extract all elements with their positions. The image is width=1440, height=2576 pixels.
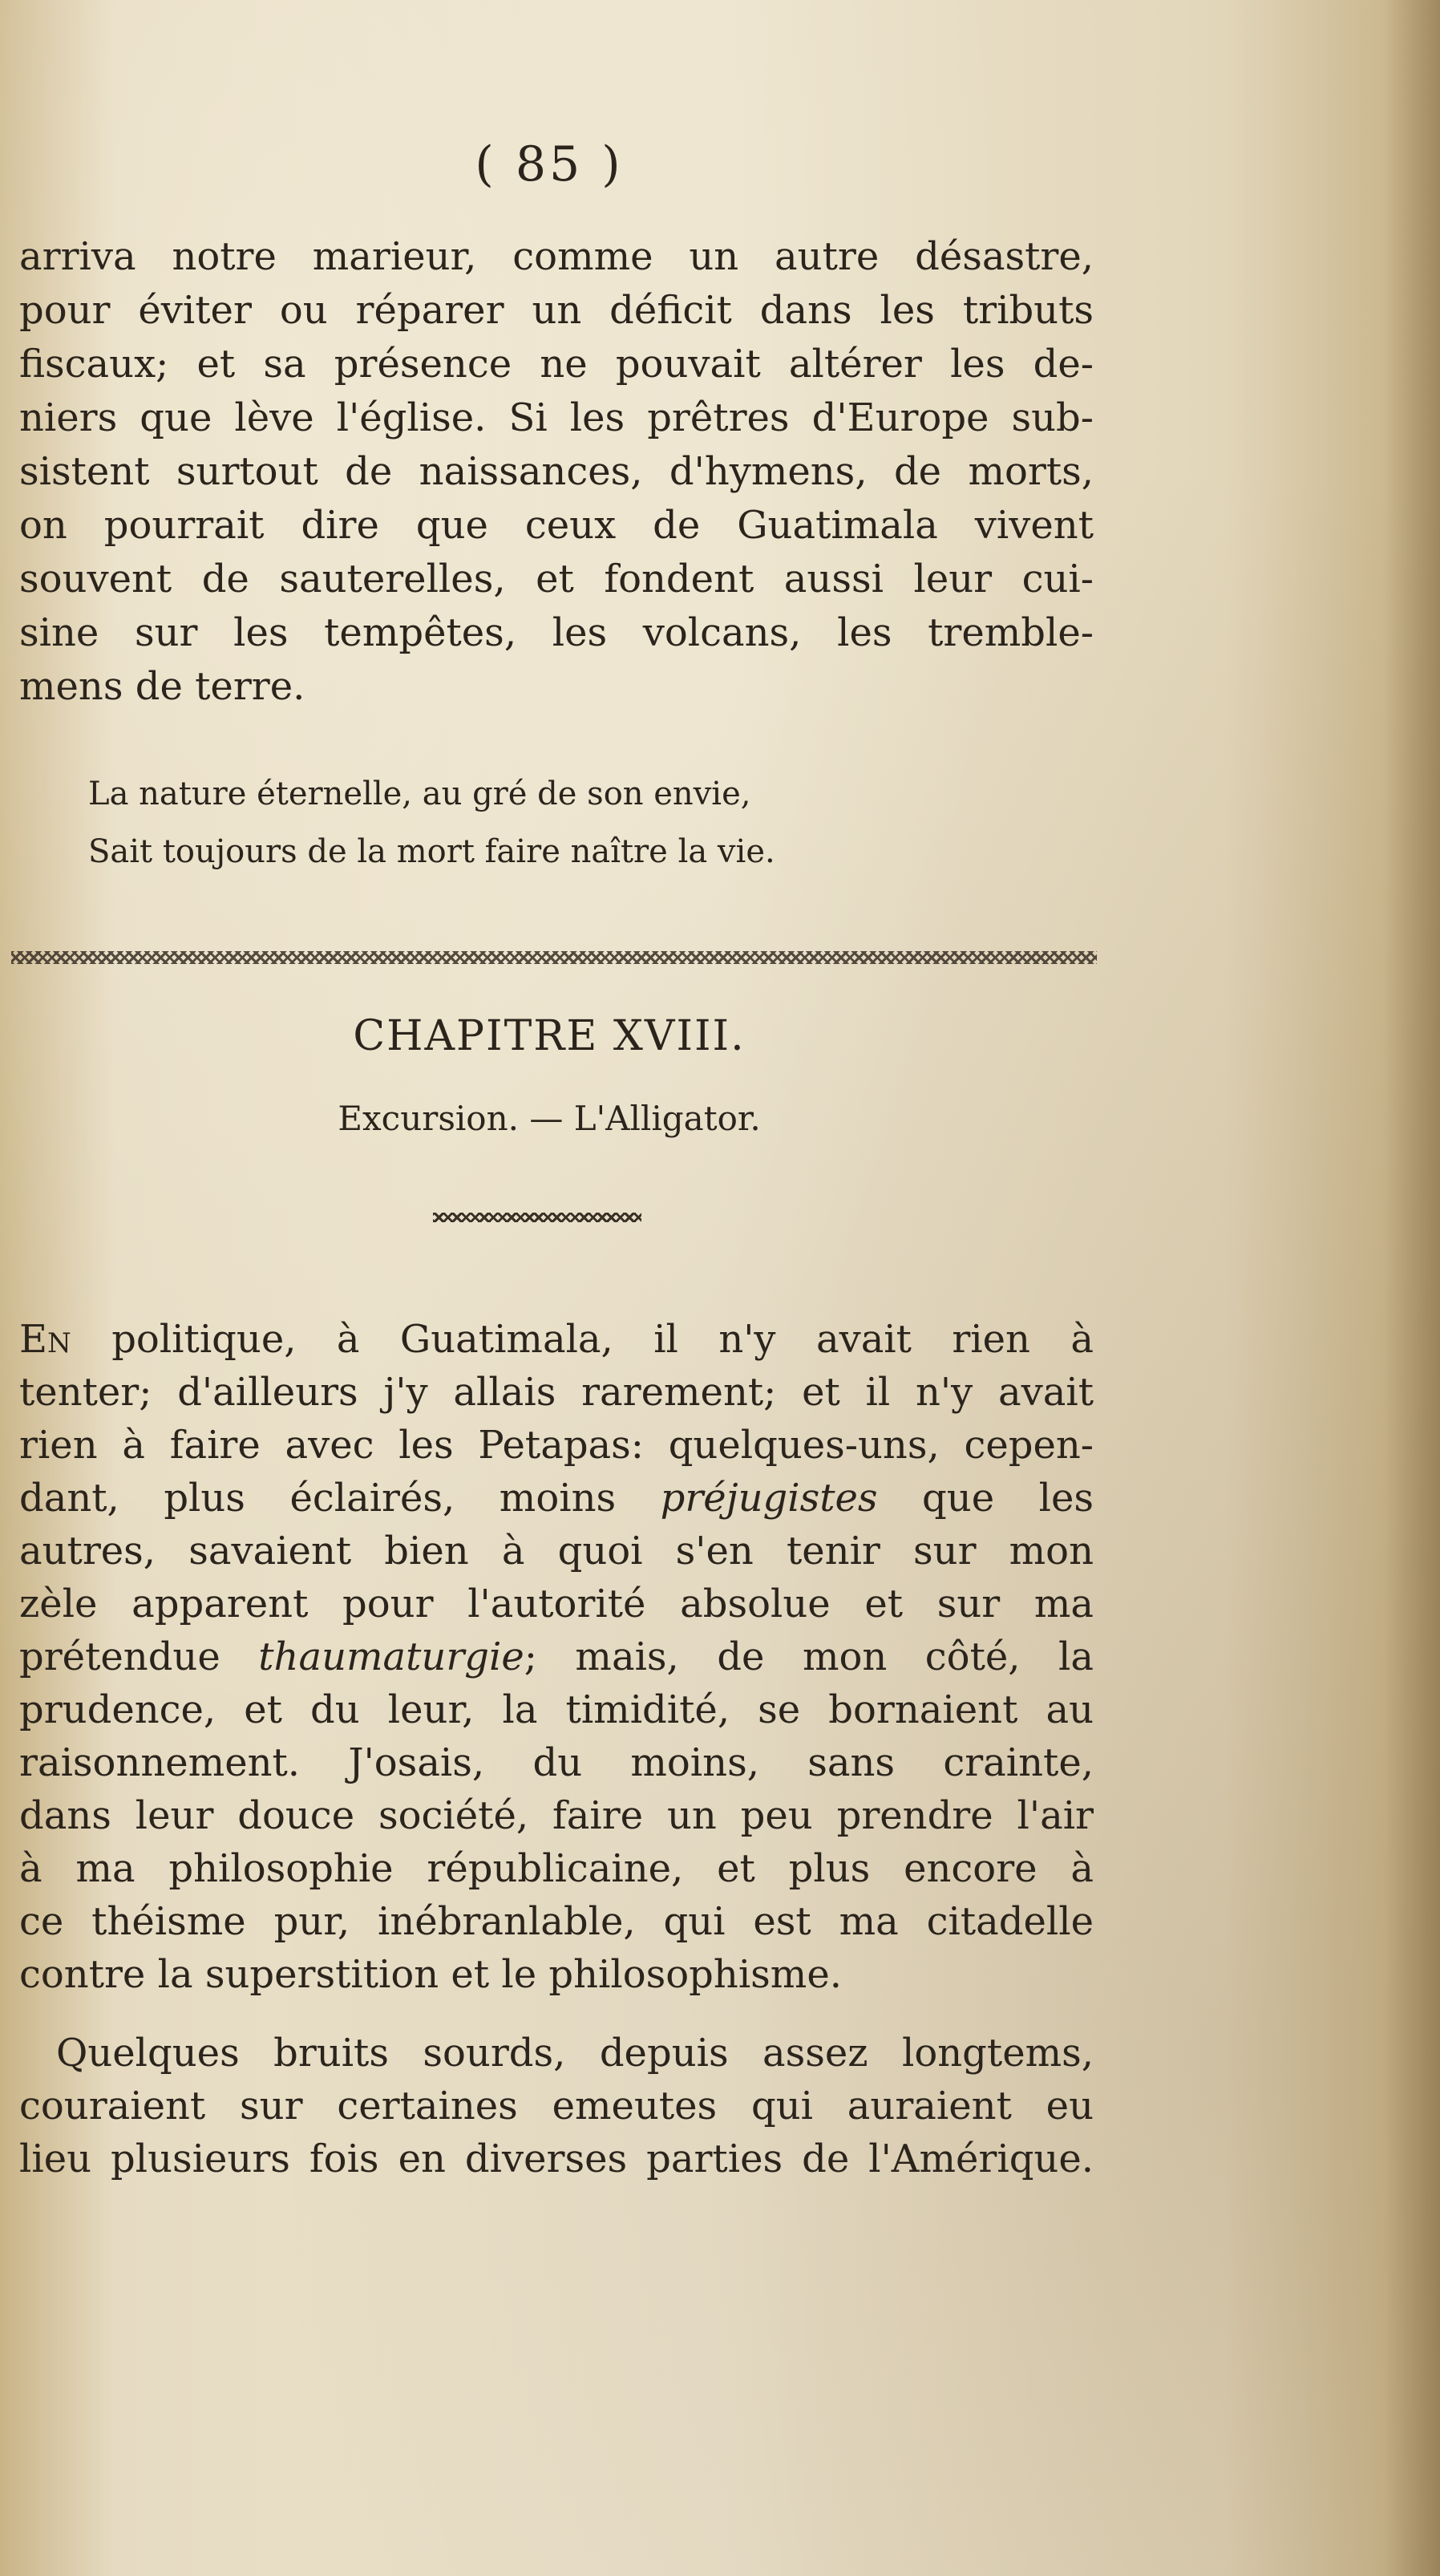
text-line: rien à faire avec les Petapas: quelques-uns, cepen-: [19, 1423, 1094, 1468]
text-line: arriva notre marieur, comme un autre désastre,: [19, 234, 1094, 279]
small-ornament: [433, 1213, 641, 1222]
line-text: dant, plus éclairés, moins: [19, 1476, 661, 1521]
text-line: couraient sur certaines emeutes qui auraient eu: [19, 2084, 1094, 2128]
text-line: pour éviter ou réparer un déficit dans les tributs: [19, 288, 1094, 333]
text-line: zèle apparent pour l'autorité absolue et sur ma: [19, 1582, 1094, 1626]
text-line: Quelques bruits sourds, depuis assez longtems,: [56, 2031, 1094, 2076]
text-line: dans leur douce société, faire un peu prendre l'air: [19, 1793, 1094, 1838]
text-line: [19, 1633, 1094, 1681]
text-line: contre la superstition et le philosophisme.: [19, 1952, 842, 1997]
text-line: mens de terre.: [19, 664, 305, 709]
text-line: souvent de sauterelles, et fondent aussi leur cui-: [19, 557, 1094, 601]
text-line: fiscaux; et sa présence ne pouvait altérer les de-: [19, 342, 1094, 387]
italic-word: thaumaturgie: [258, 1634, 524, 1679]
line-text: politique, à Guatimala, il n'y avait rien à: [71, 1317, 1094, 1362]
text-line: niers que lève l'église. Si les prêtres d'Europe sub-: [19, 395, 1094, 440]
text-line: sine sur les tempêtes, les volcans, les tremble-: [19, 610, 1094, 655]
text-line: [19, 1315, 1094, 1363]
line-text: que les: [877, 1476, 1094, 1521]
verse-line: La nature éternelle, au gré de son envie,: [88, 776, 751, 812]
chapter-subtitle: Excursion. — L'Alligator.: [338, 1099, 761, 1138]
text-line: ce théisme pur, inébranlable, qui est ma citadelle: [19, 1899, 1094, 1944]
line-text: ; mais, de mon côté, la: [524, 1634, 1094, 1679]
text-line: sistent surtout de naissances, d'hymens, de morts,: [19, 449, 1094, 494]
ornamental-divider: [11, 951, 1097, 964]
page-number: ( 85 ): [475, 136, 624, 192]
italic-word: préjugistes: [660, 1476, 878, 1521]
text-line: autres, savaient bien à quoi s'en tenir sur mon: [19, 1529, 1094, 1574]
text-line: raisonnement. J'osais, du moins, sans crainte,: [19, 1740, 1094, 1785]
text-line: prudence, et du leur, la timidité, se bornaient au: [19, 1687, 1094, 1732]
text-line: [19, 1474, 1094, 1522]
verse-line: Sait toujours de la mort faire naître la vie.: [88, 833, 775, 870]
page-edge-shadow: [1384, 0, 1440, 2576]
text-line: tenter; d'ailleurs j'y allais rarement; et il n'y avait: [19, 1370, 1094, 1415]
drop-word: En: [19, 1317, 71, 1362]
line-text: prétendue: [19, 1634, 259, 1679]
text-line: lieu plusieurs fois en diverses parties de l'Amérique.: [19, 2137, 1094, 2181]
chapter-title: CHAPITRE XVIII.: [353, 1012, 746, 1060]
text-line: à ma philosophie républicaine, et plus encore à: [19, 1846, 1094, 1891]
text-line: on pourrait dire que ceux de Guatimala vivent: [19, 503, 1094, 548]
